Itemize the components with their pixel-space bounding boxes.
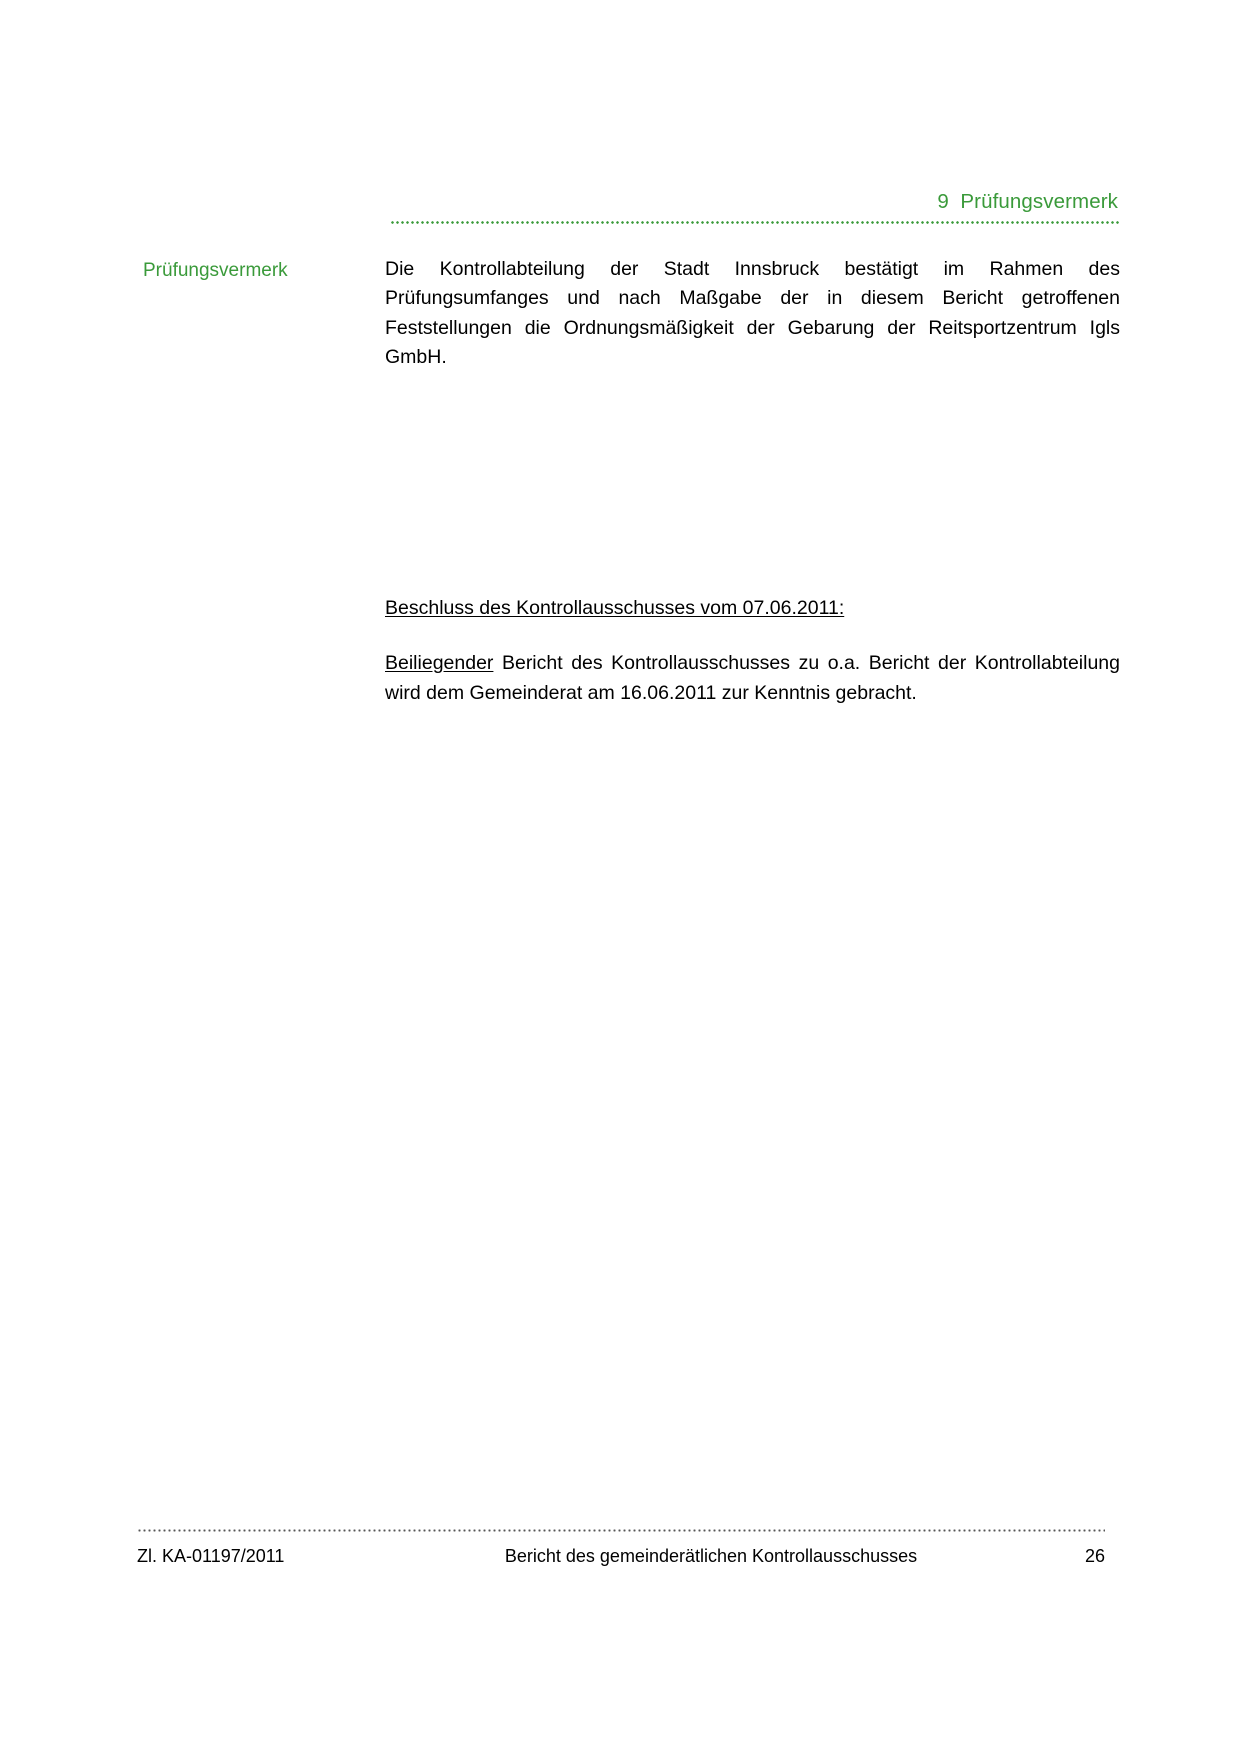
decision-heading-text: Beschluss des Kontrollausschusses vom 07.06.2011: [385,597,845,619]
page-header [390,190,1120,224]
margin-note-label: Prüfungsvermerk [143,260,288,281]
footer-row [137,1546,1105,1567]
footer-center-text: Bericht des gemeinderätlichen Kontrollausschusses [504,1546,918,1566]
footer-page-number: 26 [1084,1546,1105,1566]
page-footer [137,1529,1105,1567]
paragraph-beschluss-lead: Beiliegender [385,652,494,675]
paragraph-beschluss-rest: Bericht des Kontrollausschusses zu o.a. Bericht der Kontrollabteilung wird dem Gemeinderat am 16.06.2011 zur Kenntnis gebracht. [385,652,1120,704]
header-divider [390,221,1120,224]
vertical-spacer [385,372,1120,594]
footer-divider [137,1529,1105,1532]
paragraph-pruefungsvermerk: Die Kontrollabteilung der Stadt Innsbruck bestätigt im Rahmen des Prüfungsumfanges und nach Maßgabe der in diesem Bericht getroffenen Feststellungen die Ordnungsmäßigkeit der Gebarung der Reitsportzentrum Igls GmbH. [385,258,1120,368]
decision-heading [385,594,1120,623]
chapter-heading: 9 Prüfungsvermerk [937,190,1118,213]
paragraph-beschluss [385,649,1120,708]
footer-reference: Zl. KA-01197/2011 [137,1546,285,1566]
body-column [385,255,1120,708]
